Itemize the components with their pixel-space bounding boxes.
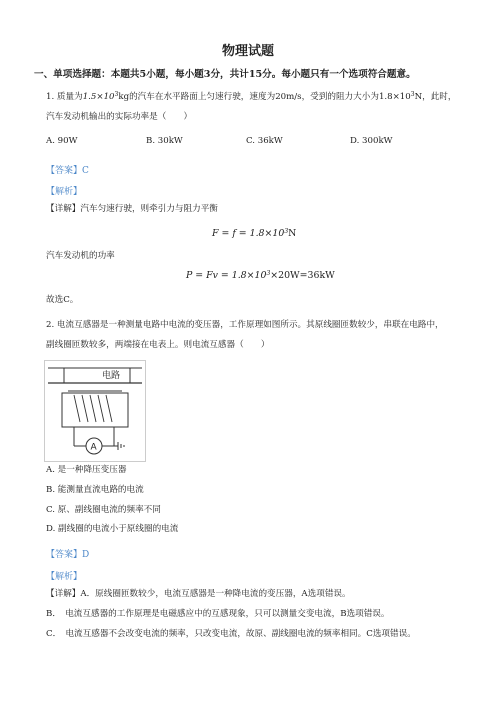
q2-answer: 【答案】D [46,550,90,560]
section-heading: 一、单项选择题：本题共5小题，每小题3分，共计15分。每小题只有一个选项符合题意。 [34,69,416,80]
page-title: 物理试题 [221,44,274,59]
q1-stem-text-d: ，此时， [422,92,457,102]
q1-option-c: C. 36kW [246,136,283,146]
q1-conclusion: 故选C。 [46,295,79,305]
q1-option-b: B. 30kW [146,136,183,146]
q1-formula-power-exp: 3 [266,270,271,277]
q1-mass: 1.5×10 [82,92,115,102]
ammeter-label: A [90,442,97,453]
q2-analysis-tag: 【解析】 [46,572,83,582]
q1-detail: 【详解】汽车匀速行驶，则牵引力与阻力平衡 [46,204,218,214]
q1-stem-line1 [46,91,457,103]
q2-option-a: A. 是一种降压变压器 [46,465,127,475]
q1-power-line: 汽车发动机的功率 [46,251,115,261]
q1-stem-line2: 汽车发动机输出的实际功率是（ ） [46,112,193,122]
q1-stem-text-a: 1. 质量为 [46,92,83,102]
q1-formula-power-tail: ×20W=36kW [270,270,335,281]
q1-option-a: A. 90W [46,136,78,146]
q1-formula-power [186,270,335,281]
q2-option-b: B. 能测量直流电路的电流 [46,485,144,495]
circuit-label: 电路 [102,371,121,381]
current-transformer-diagram [44,360,146,462]
q2-option-d: D. 副线圈的电流小于原线圈的电流 [46,524,179,534]
q1-force-unit: N [414,92,423,102]
q1-analysis-tag: 【解析】 [46,187,83,197]
q2-detail-c: C． 电流互感器不会改变电流的频率，只改变电流，故原、副线圈电流的频率相同。C选项错误。 [46,629,416,639]
q1-speed: 20m/s [275,92,302,102]
q2-detail-a: 【详解】A．原线圈匝数较少，电流互感器是一种降电流的变压器，A选项错误。 [46,589,351,599]
q1-option-d: D. 300kW [350,136,393,146]
q1-formula-force-exp: 3 [284,228,289,235]
q1-mass-unit: kg [118,92,130,102]
q2-option-c: C. 原、副线圈电流的频率不同 [46,505,161,515]
q1-formula-force [212,228,296,239]
q2-detail-b: B． 电流互感器的工作原理是电磁感应中的互感现象，只可以测量交变电流，B选项错误。 [46,609,390,619]
q1-mass-exp: 3 [114,91,119,98]
q1-formula-power-text: P = Fv = 1.8×10 [186,270,267,281]
q1-force-exp: 3 [410,91,415,98]
q1-stem-text-b: 的汽车在水平路面上匀速行驶，速度为 [129,92,276,102]
q1-formula-force-unit: N [288,228,297,239]
q1-formula-force-text: F = f = 1.8×10 [212,228,285,239]
q2-stem-line1: 2. 电流互感器是一种测量电路中电流的变压器，工作原理如图所示。其原线圈匝数较少，串联在电路中， [46,320,444,330]
q2-stem-line2: 副线圈匝数较多，两端接在电表上。则电流互感器（ ） [46,340,270,350]
q1-answer: 【答案】C [46,166,89,176]
q1-force: 1.8×10 [378,92,411,102]
q1-stem-text-c: ，受到的阻力大小为 [301,92,379,102]
